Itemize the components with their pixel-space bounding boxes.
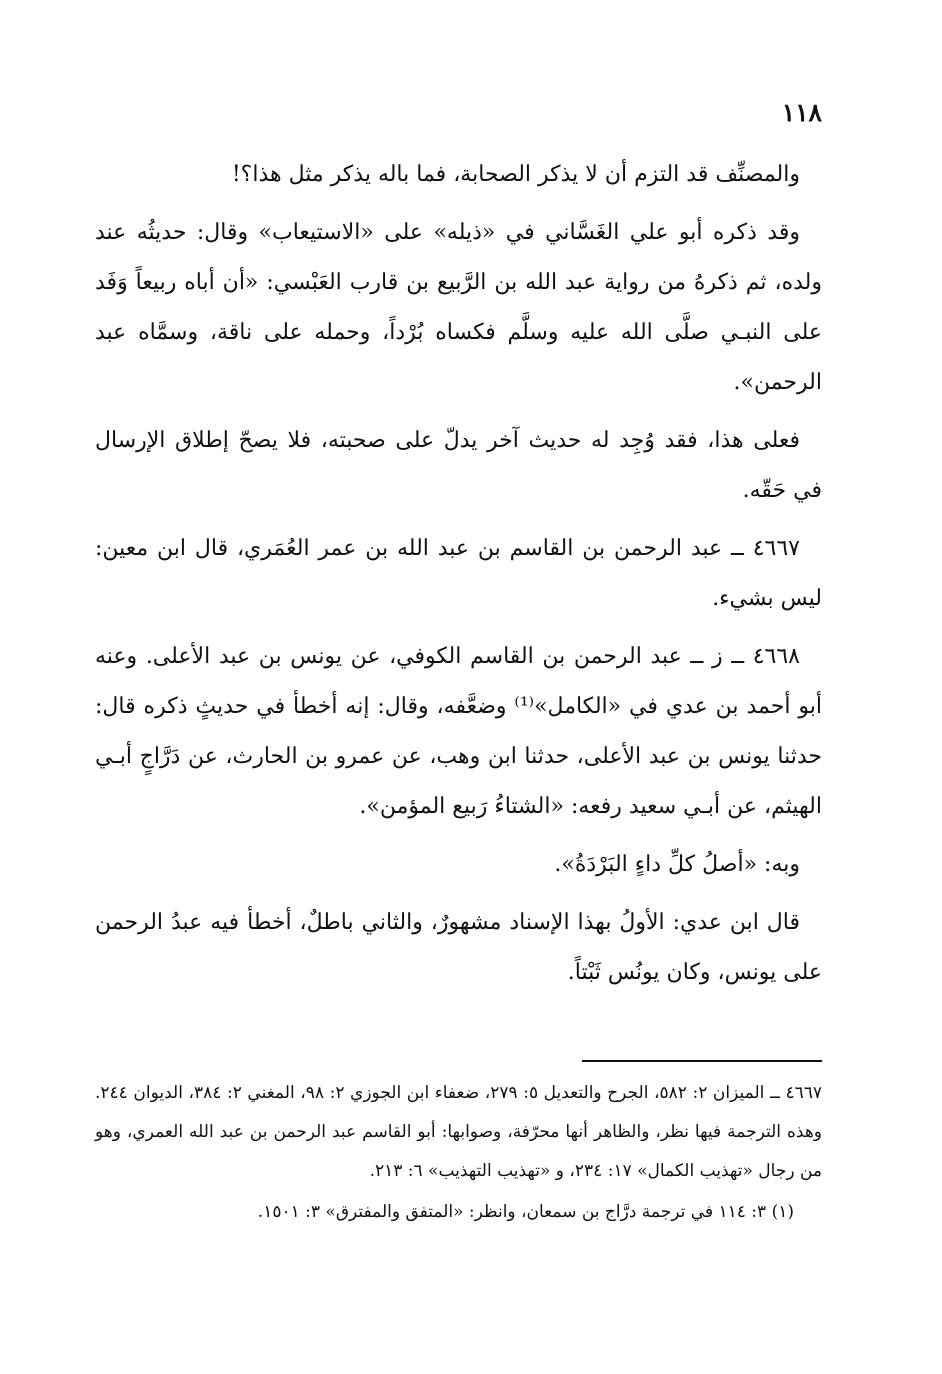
- paragraph: وبه: «أصلُ كلِّ داءٍ البَرْدَةُ».: [554, 852, 800, 877]
- paragraph: والمصنِّف قد التزم أن لا يذكر الصحابة، فما باله يذكر مثل هذا؟!: [231, 162, 800, 187]
- entry-4668: ٤٦٦٨ ــ ز ــ عبد الرحمن بن القاسم الكوفي، عن يونس بن عبد الأعلى. وعنه أبو أحمد بن عدي في «الكامل»⁽¹⁾ وضعَّفه، وقال: إنه أخطأ في حديثٍ ذكره قال: حدثنا يونس بن عبد الأعلى، حدثنا ابن وهب، عن عمرو بن الحارث، عن دَرَّاجٍ أبـي الهيثم، عن أبـي سعيد رفعه: «الشتاءُ رَبيع المؤمن».: [95, 644, 822, 819]
- main-text: [95, 150, 822, 1006]
- page-number: ١١٨: [781, 98, 822, 127]
- footnotes: [95, 1074, 822, 1232]
- book-page: [95, 0, 822, 1374]
- paragraph: وقد ذكره أبو علي الغَسَّاني في «ذيله» على «الاستيعاب» وقال: حديثُه عند ولده، ثم ذكرهُ من رواية عبد الله بن الرَّبيع بن قارب العَبْسي: «أن أباه ربيعاً وَفَد على النبـي صلَّى الله عليه وسلَّم فكساه بُرْداً، وحمله على ناقة، وسمَّاه عبد الرحمن».: [95, 220, 822, 395]
- footnote-entry: ٤٦٦٧ ــ الميزان ٢: ٥٨٢، الجرح والتعديل ٥: ٢٧٩، ضعفاء ابن الجوزي ٢: ٩٨، المغني ٢: ٣٨٤، الديوان ٢٤٤. وهذه الترجمة فيها نظر، والظاهر أنها محرّفة، وصوابها: أبو القاسم عبد الرحمن بن عبد الله العمري، وهو من رجال «تهذيب الكمال» ١٧: ٢٣٤، و «تهذيب التهذيب» ٦: ٢١٣.: [95, 1083, 823, 1181]
- paragraph: قال ابن عدي: الأولُ بهذا الإسناد مشهورٌ، والثاني باطلٌ، أخطأ فيه عبدُ الرحمن على يونس، وكان يونُس ثَبْتاً.: [95, 910, 822, 985]
- entry-4667: ٤٦٦٧ ــ عبد الرحمن بن القاسم بن عبد الله بن عمر العُمَري، قال ابن معين: ليس بشيء.: [95, 536, 822, 611]
- footnote-divider: [582, 1060, 822, 1062]
- paragraph: فعلى هذا، فقد وُجِد له حديث آخر يدلّ على صحبته، فلا يصحّ إطلاق الإرسال في حَقّه.: [95, 428, 822, 503]
- footnote-note: (١) ٣: ١١٤ في ترجمة درَّاج بن سمعان، وانظر: «المتفق والمفترق» ٣: ١٥٠١.: [257, 1202, 794, 1222]
